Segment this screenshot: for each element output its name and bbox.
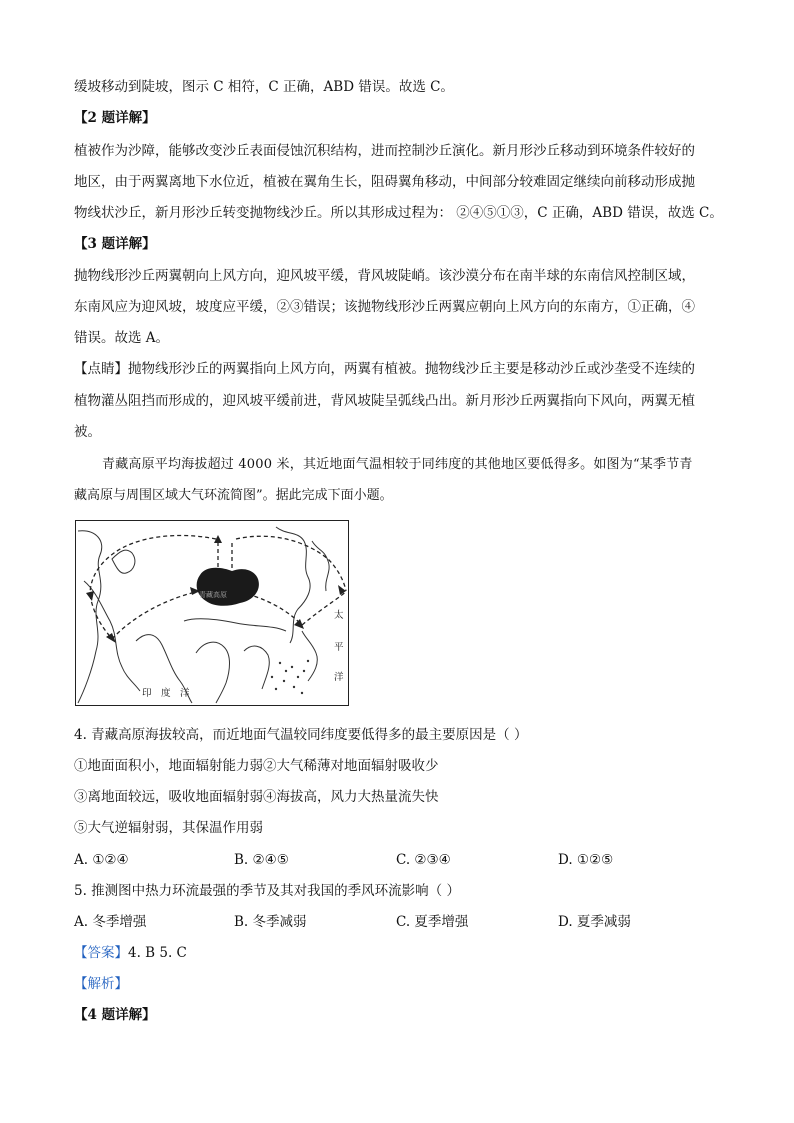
q5-option-d: D. 夏季减弱 xyxy=(558,914,631,930)
tip-paragraph-line: 【点睛】抛物线形沙丘的两翼指向上风方向，两翼有植被。抛物线沙丘主要是移动沙丘或沙垄受不连续的 xyxy=(74,361,695,377)
question-4-stem: 4. 青藏高原海拔较高，而近地面气温较同纬度要低得多的最主要原因是（ ） xyxy=(74,727,528,743)
pacific-label-2: 平 xyxy=(334,642,344,653)
section-heading-q4: 【4 题详解】 xyxy=(74,1007,156,1023)
question-4-statement: ③离地面较远，吸收地面辐射弱④海拔高，风力大热量流失快 xyxy=(74,789,439,805)
paragraph-line: 物线状沙丘，新月形沙丘转变抛物线沙丘。所以其形成过程为： ②④⑤①③，C 正确，ABD 错误，故选 C。 xyxy=(74,205,723,221)
paragraph-line: 东南风应为迎风坡，坡度应平缓，②③错误；该抛物线形沙丘两翼应朝向上风方向的东南方，①正确，④ xyxy=(74,299,695,315)
answer-line xyxy=(74,943,724,963)
paragraph-line: 植被作为沙障，能够改变沙丘表面侵蚀沉积结构，进而控制沙丘演化。新月形沙丘移动到环境条件较好的 xyxy=(74,143,695,159)
q4-option-a: A. ①②④ xyxy=(74,852,129,868)
question-intro-line: 青藏高原平均海拔超过 4000 米，其近地面气温相较于同纬度的其他地区要低得多。如图为“某季节青 xyxy=(102,457,693,472)
circulation-map xyxy=(75,520,349,706)
pacific-label-1: 太 xyxy=(334,610,344,621)
pacific-label-3: 洋 xyxy=(334,672,344,683)
section-heading-q2: 【2 题详解】 xyxy=(74,110,156,126)
analysis-label: 【解析】 xyxy=(74,976,128,992)
question-4-statement: ⑤大气逆辐射弱，其保温作用弱 xyxy=(74,820,263,836)
paragraph-line: 缓坡移动到陡坡，图示 C 相符，C 正确，ABD 错误。故选 C。 xyxy=(74,79,454,95)
q4-option-d: D. ①②⑤ xyxy=(558,852,614,868)
paragraph-line: 地区，由于两翼离地下水位近，植被在翼角生长，阻碍翼角移动，中间部分较难固定继续向前移动形成抛 xyxy=(74,174,695,190)
q4-option-b: B. ②④⑤ xyxy=(234,852,289,868)
q5-option-c: C. 夏季增强 xyxy=(396,914,469,930)
indian-ocean-label: 印 度 洋 xyxy=(142,688,190,699)
paragraph-line: 错误。故选 A。 xyxy=(74,330,170,346)
paragraph-line: 抛物线形沙丘两翼朝向上风方向，迎风坡平缓，背风坡陡峭。该沙漠分布在南半球的东南信风控制区域， xyxy=(74,268,695,284)
answer-label: 【答案】 xyxy=(74,945,128,961)
tip-paragraph-line: 植物灌丛阻挡而形成的，迎风坡平缓前进，背风坡陡呈弧线凸出。新月形沙丘两翼指向下风向，两翼无植 xyxy=(74,393,695,409)
answer-text: 4. B 5. C xyxy=(128,945,187,961)
tip-paragraph-line: 被。 xyxy=(74,424,101,440)
plateau-shape xyxy=(197,568,259,606)
plateau-label: 青藏高原 xyxy=(199,591,227,599)
q4-option-c: C. ②③④ xyxy=(396,852,451,868)
q5-option-b: B. 冬季减弱 xyxy=(234,914,307,930)
question-4-statement: ①地面面积小，地面辐射能力弱②大气稀薄对地面辐射吸收少 xyxy=(74,758,439,774)
q5-option-a: A. 冬季增强 xyxy=(74,914,147,930)
section-heading-q3: 【3 题详解】 xyxy=(74,236,156,252)
question-5-stem: 5. 推测图中热力环流最强的季节及其对我国的季风环流影响（ ） xyxy=(74,883,460,899)
question-intro-line: 藏高原与周围区域大气环流简图”。据此完成下面小题。 xyxy=(74,488,393,503)
